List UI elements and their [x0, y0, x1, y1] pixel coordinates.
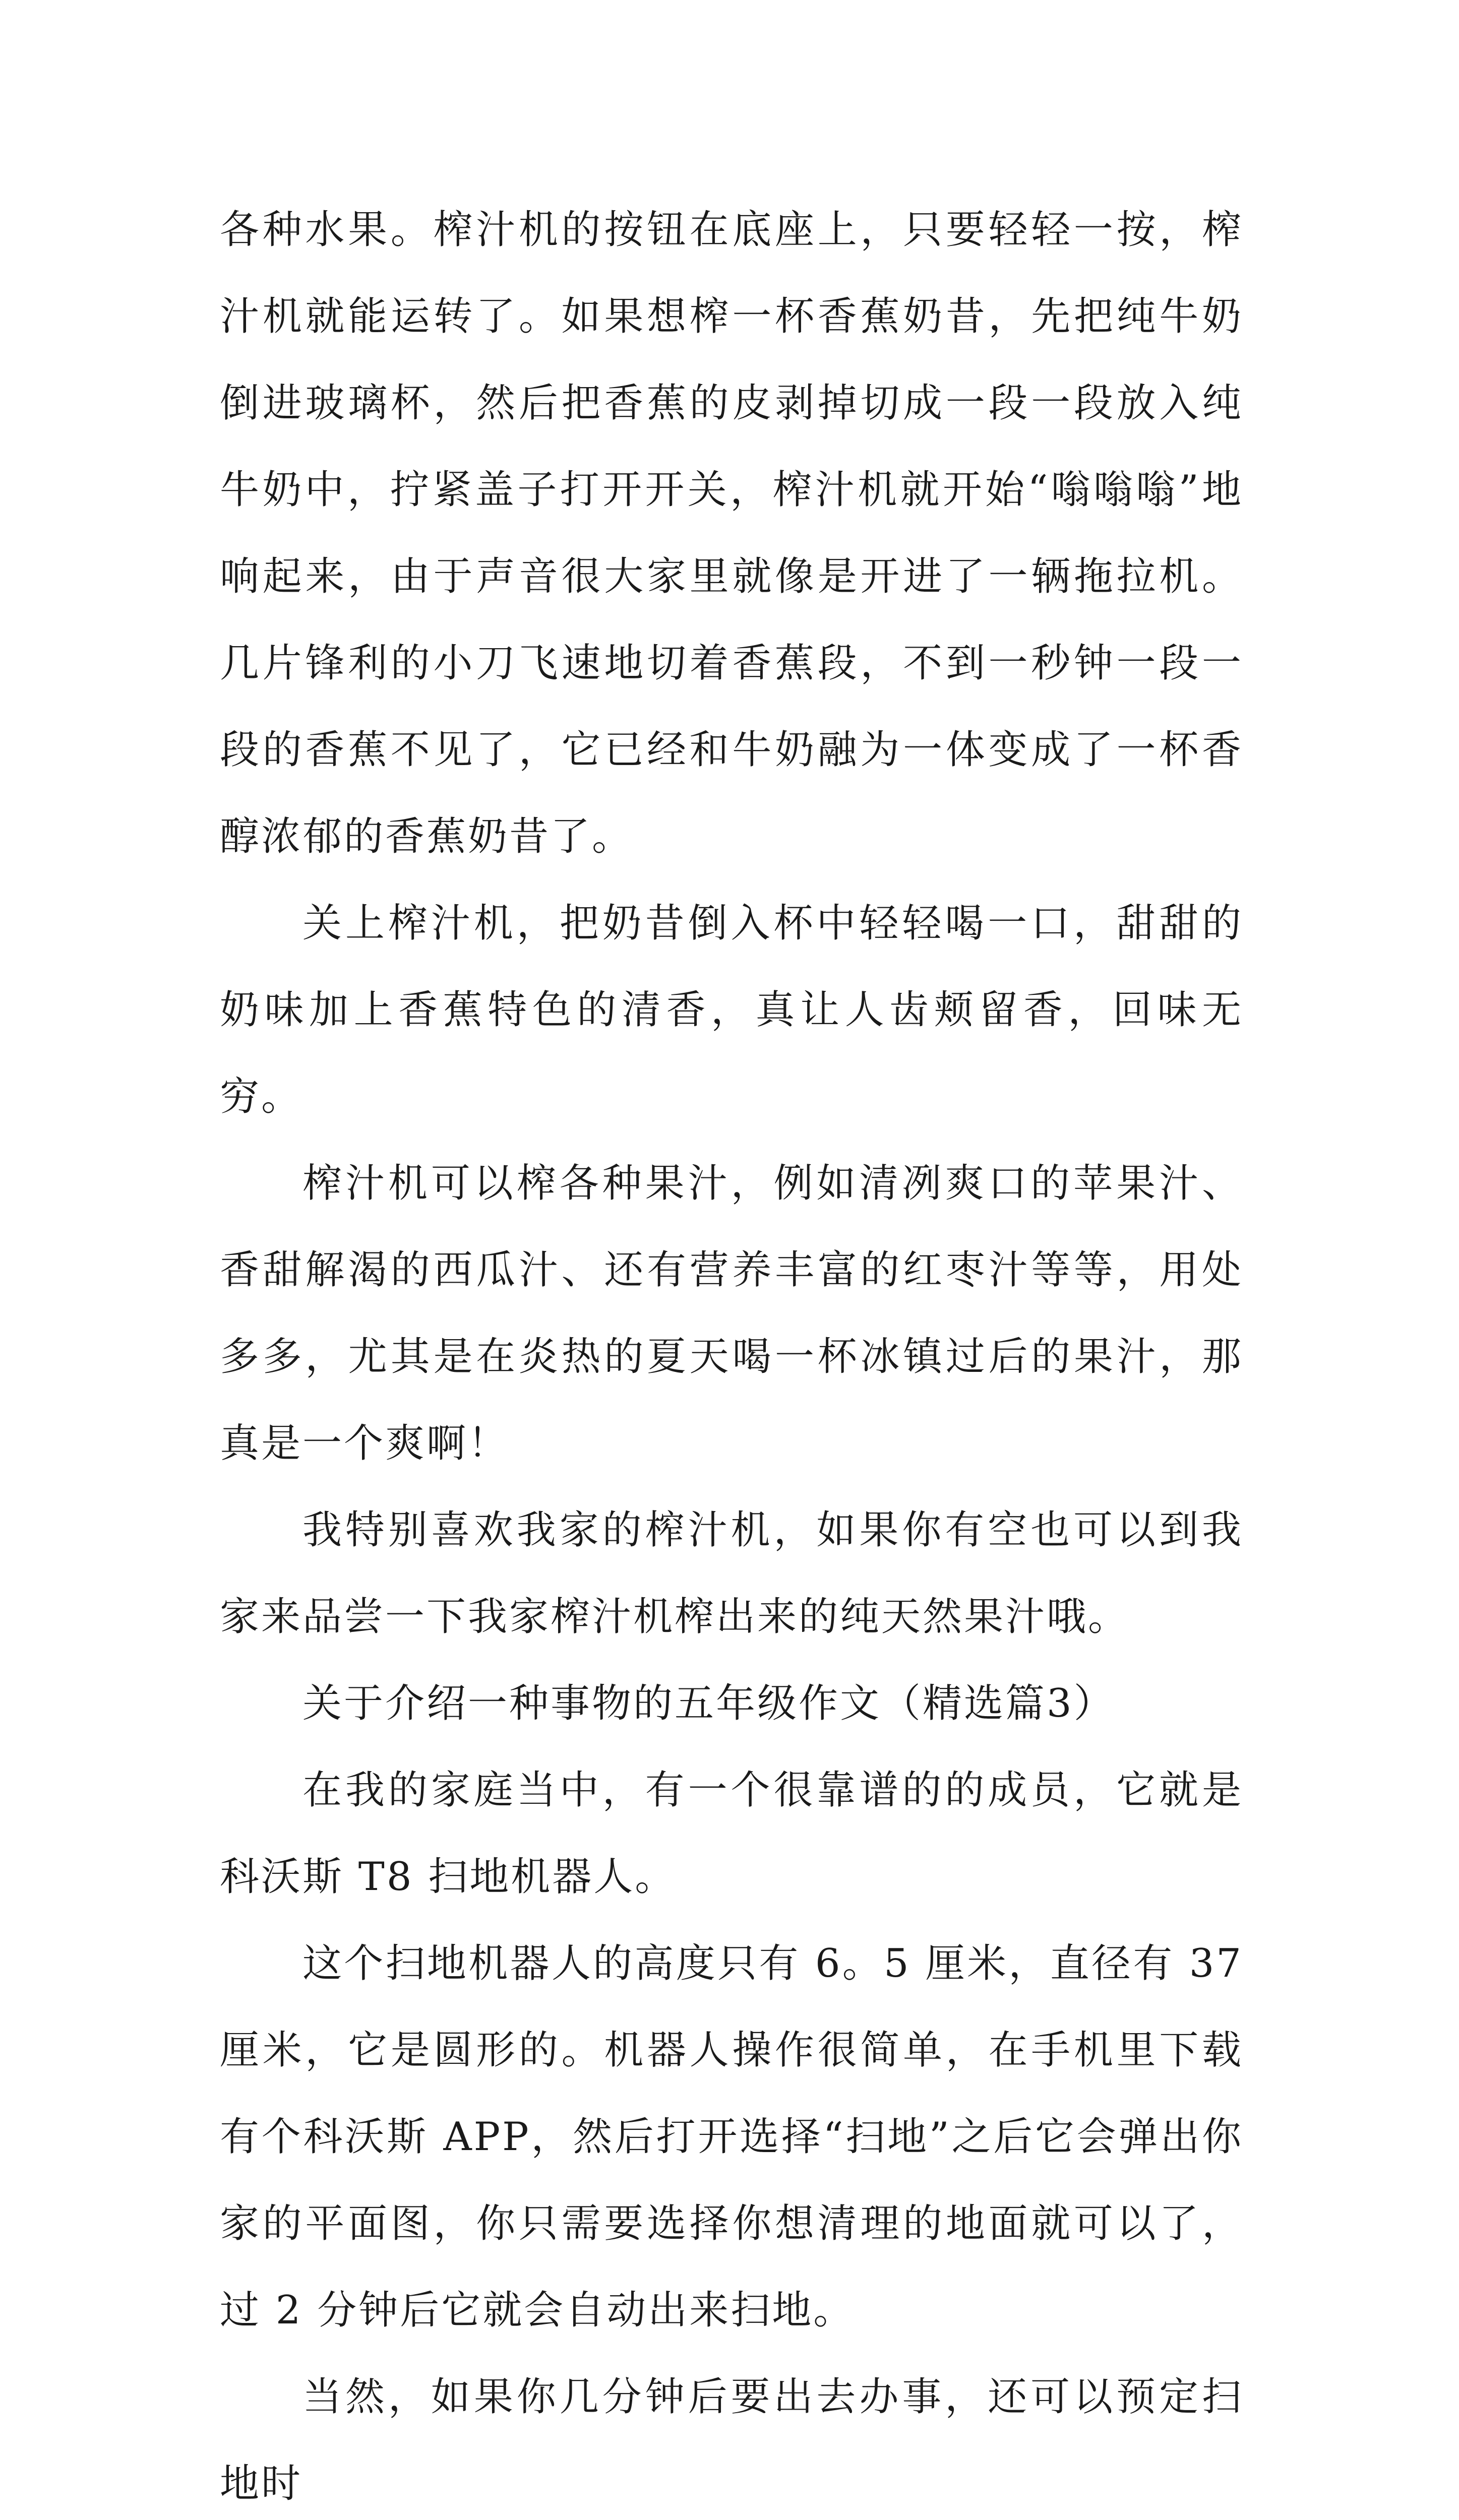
paragraph-7: 当然，如果你几分钟后要出去办事，还可以预定扫地时: [220, 2374, 1243, 2506]
paragraph-4: 我特别喜欢我家的榨汁机，如果你有空也可以到我家来品尝一下我家榨汁机榨出来的纯天然果汁哦。: [220, 1507, 1243, 1640]
paragraph-1: 各种水果。榨汁机的按钮在底座上，只要轻轻一按，榨汁机就能运转了。如果想榨一杯香蕉奶昔，先把纯牛奶倒进玻璃杯，然后把香蕉的皮剥掉切成一段一段放入纯牛奶中，拧紧盖子打开开关，榨汁机就开始“嗡嗡嗡”地响起来，由于声音很大家里就像是开进了一辆拖拉机。几片锋利的小刀飞速地切着香蕉段，不到一秒钟一段一段的香蕉不见了，它已经和牛奶融为一体变成了一杯香醇浓郁的香蕉奶昔了。: [220, 207, 1243, 859]
paragraph-3: 榨汁机可以榨各种果汁，例如清冽爽口的苹果汁、香甜解渴的西瓜汁、还有营养丰富的红枣汁等等，用处多多，尤其是在炎热的夏天喝一杯冰镇过后的果汁，那真是一个爽啊！: [220, 1161, 1243, 1466]
paragraph-6: 这个扫地机器人的高度只有 6。5 厘米，直径有 37 厘米，它是圆形的。机器人操作很简单，在手机里下载有个科沃斯 APP，然后打开选择“扫地”之后它会弹出你家的平面图，你只需要选择你想清理的地面就可以了，过 2 分钟后它就会自动出来扫地。: [220, 1941, 1243, 2333]
section-heading: 关于介绍一种事物的五年级作文（精选篇3）: [302, 1681, 1115, 1726]
paragraph-2: 关上榨汁机，把奶昔倒入杯中轻轻喝一口，甜甜的奶味加上香蕉特色的清香，真让人齿颊留香，回味无穷。: [220, 901, 1243, 1119]
document-body: [220, 186, 1243, 2520]
paragraph-5: 在我的家庭当中，有一个很靠谱的的成员，它就是科沃斯 T8 扫地机器人。: [220, 1768, 1243, 1900]
